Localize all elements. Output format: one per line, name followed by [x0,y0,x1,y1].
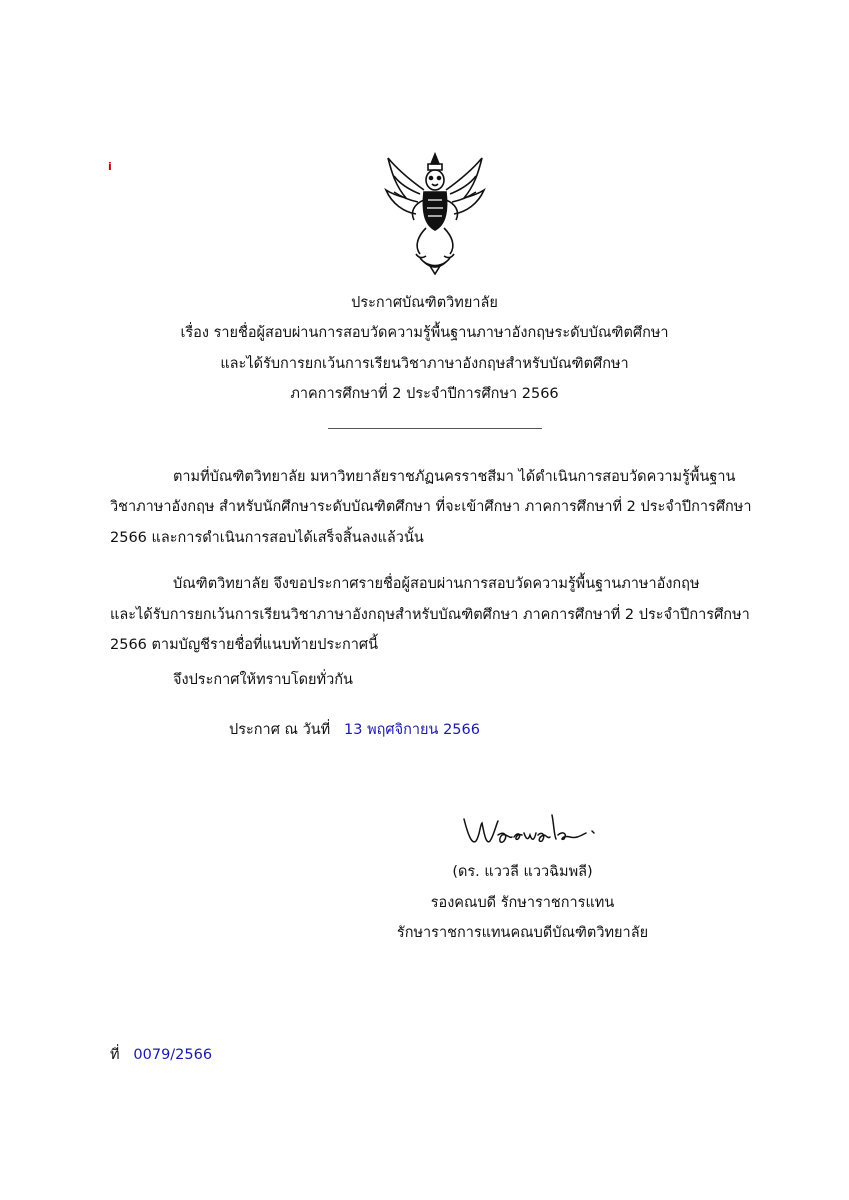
signer-name: (ดร. แววลี แววฉิมพลี) [452,864,593,880]
signer-position-2: รักษาราชการแทนคณบดีบัณฑิตวิทยาลัย [396,925,649,941]
announcement-title: ประกาศบัณฑิตวิทยาลัย [351,295,498,311]
doc-number-value: 0079/2566 [133,1047,213,1063]
signer-position-1: รองคณบดี รักษาราชการแทน [430,895,615,911]
signature-image [458,805,608,855]
divider [328,428,542,429]
date-label: ประกาศ ณ วันที่ [229,722,331,738]
para1-line3: 2566 และการดำเนินการสอบได้เสร็จสิ้นลงแล้วนั้น [110,530,424,546]
date-value: 13 พฤศจิกายน 2566 [344,722,480,738]
document-number [110,1045,212,1065]
subject-line-2: และได้รับการยกเว้นการเรียนวิชาภาษาอังกฤษสำหรับบัณฑิตศึกษา [220,356,629,372]
para2-line3: 2566 ตามบัญชีรายชื่อที่แนบท้ายประกาศนี้ [110,637,379,653]
para2-line1: บัณฑิตวิทยาลัย จึงขอประกาศรายชื่อผู้สอบผ่านการสอบวัดความรู้พื้นฐานภาษาอังกฤษ [173,576,700,592]
para3: จึงประกาศให้ทราบโดยทั่วกัน [173,672,353,688]
announcement-date [229,720,480,740]
garuda-emblem [380,150,490,275]
para1-line2: วิชาภาษาอังกฤษ สำหรับนักศึกษาระดับบัณฑิตศึกษา ที่จะเข้าศึกษา ภาคการศึกษาที่ 2 ประจำปีการศึกษา [110,499,752,515]
subject-line-1: เรื่อง รายชื่อผู้สอบผ่านการสอบวัดความรู้พื้นฐานภาษาอังกฤษระดับบัณฑิตศึกษา [180,325,669,341]
page-marker: i [108,160,112,173]
para1-line1: ตามที่บัณฑิตวิทยาลัย มหาวิทยาลัยราชภัฏนครราชสีมา ได้ดำเนินการสอบวัดความรู้พื้นฐาน [173,469,736,485]
term-line: ภาคการศึกษาที่ 2 ประจำปีการศึกษา 2566 [290,386,559,402]
para2-line2: และได้รับการยกเว้นการเรียนวิชาภาษาอังกฤษสำหรับบัณฑิตศึกษา ภาคการศึกษาที่ 2 ประจำปีการศึกษา [110,607,750,623]
doc-number-label: ที่ [110,1047,120,1063]
